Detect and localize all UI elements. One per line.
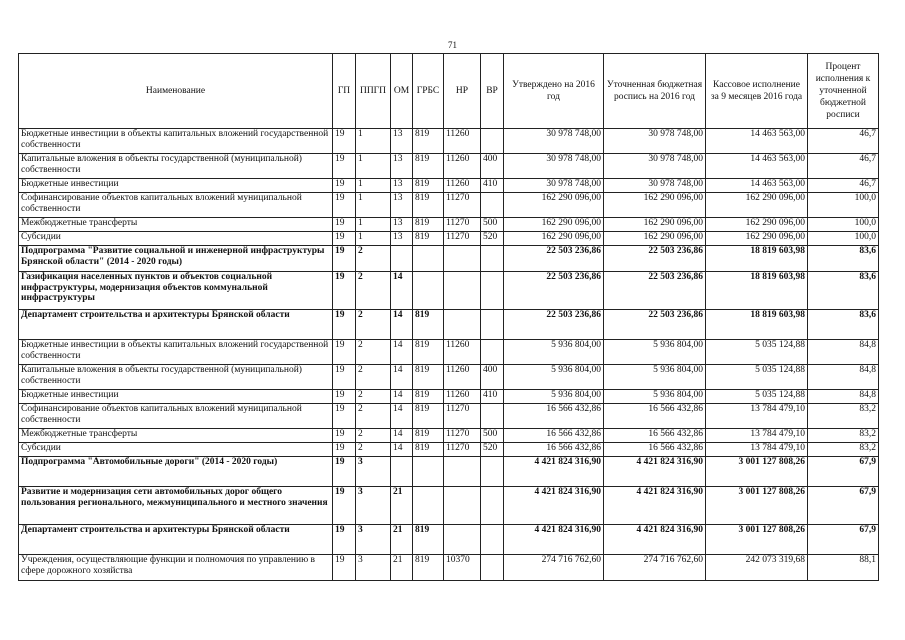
cell-name: Субсидии <box>19 232 333 246</box>
cell-om: 14 <box>391 404 413 429</box>
cell-ppgp: 1 <box>356 154 391 179</box>
cell-approved: 274 716 762,60 <box>504 555 604 581</box>
cell-name: Департамент строительства и архитектуры Брянской области <box>19 310 333 340</box>
cell-om: 13 <box>391 179 413 193</box>
header-np: НР <box>444 54 481 129</box>
cell-name: Бюджетные инвестиции <box>19 179 333 193</box>
cell-percent: 67,9 <box>808 487 879 525</box>
cell-name: Софинансирование объектов капитальных вложений муниципальной собственности <box>19 404 333 429</box>
header-cash: Кассовое исполнение за 9 месяцев 2016 года <box>706 54 808 129</box>
cell-percent: 46,7 <box>808 179 879 193</box>
cell-revised: 5 936 804,00 <box>604 340 706 365</box>
cell-np: 11270 <box>444 404 481 429</box>
table-row <box>19 129 879 154</box>
table-row <box>19 487 879 525</box>
cell-cash: 18 819 603,98 <box>706 272 808 310</box>
cell-grbs: 819 <box>413 232 444 246</box>
cell-om: 13 <box>391 129 413 154</box>
cell-om <box>391 246 413 272</box>
cell-ppgp: 1 <box>356 129 391 154</box>
header-om: ОМ <box>391 54 413 129</box>
cell-gp: 19 <box>333 218 356 232</box>
cell-grbs: 819 <box>413 525 444 555</box>
cell-approved: 4 421 824 316,90 <box>504 487 604 525</box>
cell-cash: 5 035 124,88 <box>706 340 808 365</box>
cell-percent: 88,1 <box>808 555 879 581</box>
cell-revised: 4 421 824 316,90 <box>604 487 706 525</box>
cell-ppgp: 2 <box>356 272 391 310</box>
cell-vr: 410 <box>481 390 504 404</box>
cell-approved: 16 566 432,86 <box>504 443 604 457</box>
table-row <box>19 390 879 404</box>
cell-np <box>444 487 481 525</box>
cell-percent: 83,2 <box>808 443 879 457</box>
cell-ppgp: 3 <box>356 487 391 525</box>
cell-name: Софинансирование объектов капитальных вложений муниципальной собственности <box>19 193 333 218</box>
cell-revised: 22 503 236,86 <box>604 310 706 340</box>
cell-om: 14 <box>391 365 413 390</box>
cell-vr <box>481 457 504 487</box>
cell-cash: 5 035 124,88 <box>706 365 808 390</box>
page-number: 71 <box>448 40 457 50</box>
cell-np: 11260 <box>444 129 481 154</box>
cell-grbs <box>413 272 444 310</box>
cell-ppgp: 1 <box>356 232 391 246</box>
cell-cash: 5 035 124,88 <box>706 390 808 404</box>
cell-np: 10370 <box>444 555 481 581</box>
table-row <box>19 340 879 365</box>
cell-gp: 19 <box>333 443 356 457</box>
cell-cash: 13 784 479,10 <box>706 443 808 457</box>
table-row <box>19 429 879 443</box>
cell-revised: 274 716 762,60 <box>604 555 706 581</box>
table-row <box>19 365 879 390</box>
cell-om: 13 <box>391 218 413 232</box>
cell-grbs: 819 <box>413 365 444 390</box>
cell-grbs: 819 <box>413 218 444 232</box>
cell-name: Бюджетные инвестиции <box>19 390 333 404</box>
cell-percent: 84,8 <box>808 365 879 390</box>
cell-vr: 400 <box>481 154 504 179</box>
cell-np: 11260 <box>444 179 481 193</box>
cell-cash: 3 001 127 808,26 <box>706 487 808 525</box>
cell-np: 11270 <box>444 443 481 457</box>
cell-np: 11260 <box>444 390 481 404</box>
cell-ppgp: 2 <box>356 429 391 443</box>
cell-om: 14 <box>391 429 413 443</box>
cell-om: 21 <box>391 555 413 581</box>
cell-approved: 22 503 236,86 <box>504 310 604 340</box>
cell-gp: 19 <box>333 340 356 365</box>
cell-revised: 30 978 748,00 <box>604 129 706 154</box>
cell-percent: 83,6 <box>808 310 879 340</box>
cell-vr <box>481 193 504 218</box>
cell-grbs: 819 <box>413 310 444 340</box>
cell-cash: 13 784 479,10 <box>706 404 808 429</box>
cell-gp: 19 <box>333 246 356 272</box>
cell-approved: 16 566 432,86 <box>504 404 604 429</box>
cell-vr <box>481 272 504 310</box>
table-row <box>19 310 879 340</box>
cell-grbs: 819 <box>413 555 444 581</box>
cell-np: 11260 <box>444 154 481 179</box>
cell-approved: 5 936 804,00 <box>504 390 604 404</box>
budget-table <box>18 53 879 581</box>
cell-cash: 14 463 563,00 <box>706 179 808 193</box>
cell-percent: 46,7 <box>808 154 879 179</box>
cell-approved: 30 978 748,00 <box>504 179 604 193</box>
cell-grbs <box>413 246 444 272</box>
table-row <box>19 232 879 246</box>
header-ppgp: ППГП <box>356 54 391 129</box>
cell-revised: 16 566 432,86 <box>604 443 706 457</box>
cell-gp: 19 <box>333 555 356 581</box>
cell-name: Подпрограмма "Автомобильные дороги" (2014 - 2020 годы) <box>19 457 333 487</box>
cell-vr <box>481 129 504 154</box>
cell-revised: 162 290 096,00 <box>604 193 706 218</box>
cell-om: 13 <box>391 193 413 218</box>
cell-gp: 19 <box>333 404 356 429</box>
cell-revised: 30 978 748,00 <box>604 154 706 179</box>
cell-name: Развитие и модернизация сети автомобильных дорог общего пользования регионального, межмуниципального и местного значения <box>19 487 333 525</box>
cell-approved: 30 978 748,00 <box>504 154 604 179</box>
cell-name: Бюджетные инвестиции в объекты капитальных вложений государственной собственности <box>19 340 333 365</box>
cell-om: 21 <box>391 487 413 525</box>
cell-gp: 19 <box>333 272 356 310</box>
cell-approved: 5 936 804,00 <box>504 340 604 365</box>
cell-approved: 4 421 824 316,90 <box>504 457 604 487</box>
cell-om: 14 <box>391 310 413 340</box>
cell-revised: 22 503 236,86 <box>604 246 706 272</box>
cell-ppgp: 3 <box>356 525 391 555</box>
cell-cash: 18 819 603,98 <box>706 310 808 340</box>
cell-om <box>391 457 413 487</box>
cell-revised: 30 978 748,00 <box>604 179 706 193</box>
cell-name: Капитальные вложения в объекты государственной (муниципальной) собственности <box>19 154 333 179</box>
table-row <box>19 525 879 555</box>
cell-ppgp: 3 <box>356 457 391 487</box>
cell-cash: 14 463 563,00 <box>706 154 808 179</box>
header-gp: ГП <box>333 54 356 129</box>
cell-percent: 67,9 <box>808 525 879 555</box>
table-header-row <box>19 54 879 129</box>
cell-ppgp: 2 <box>356 404 391 429</box>
cell-om: 21 <box>391 525 413 555</box>
cell-percent: 83,2 <box>808 429 879 443</box>
cell-np <box>444 310 481 340</box>
header-name: Наименование <box>19 54 333 129</box>
cell-grbs <box>413 457 444 487</box>
cell-name: Субсидии <box>19 443 333 457</box>
cell-vr <box>481 525 504 555</box>
cell-percent: 84,8 <box>808 340 879 365</box>
cell-grbs: 819 <box>413 429 444 443</box>
cell-vr: 500 <box>481 218 504 232</box>
cell-vr <box>481 555 504 581</box>
cell-name: Подпрограмма "Развитие социальной и инженерной инфраструктуры Брянской области" (2014 - 2020 годы) <box>19 246 333 272</box>
table-row <box>19 555 879 581</box>
cell-cash: 242 073 319,68 <box>706 555 808 581</box>
cell-ppgp: 2 <box>356 390 391 404</box>
table-row <box>19 218 879 232</box>
cell-gp: 19 <box>333 390 356 404</box>
cell-approved: 162 290 096,00 <box>504 232 604 246</box>
cell-name: Межбюджетные трансферты <box>19 429 333 443</box>
cell-np <box>444 272 481 310</box>
table-row <box>19 443 879 457</box>
cell-revised: 16 566 432,86 <box>604 404 706 429</box>
cell-grbs: 819 <box>413 390 444 404</box>
cell-ppgp: 1 <box>356 193 391 218</box>
cell-percent: 100,0 <box>808 232 879 246</box>
cell-cash: 14 463 563,00 <box>706 129 808 154</box>
cell-grbs: 819 <box>413 340 444 365</box>
cell-revised: 162 290 096,00 <box>604 232 706 246</box>
cell-np <box>444 246 481 272</box>
cell-vr <box>481 310 504 340</box>
cell-revised: 5 936 804,00 <box>604 365 706 390</box>
cell-approved: 162 290 096,00 <box>504 218 604 232</box>
cell-gp: 19 <box>333 457 356 487</box>
cell-ppgp: 1 <box>356 218 391 232</box>
cell-name: Газификация населенных пунктов и объектов социальной инфраструктуры, модернизация объектов коммунальной инфраструктуры <box>19 272 333 310</box>
cell-vr: 520 <box>481 232 504 246</box>
cell-percent: 46,7 <box>808 129 879 154</box>
header-percent: Процент исполнения к уточненной бюджетной росписи <box>808 54 879 129</box>
cell-np <box>444 457 481 487</box>
cell-vr: 400 <box>481 365 504 390</box>
cell-grbs: 819 <box>413 179 444 193</box>
cell-gp: 19 <box>333 310 356 340</box>
cell-vr <box>481 487 504 525</box>
cell-om: 14 <box>391 272 413 310</box>
cell-percent: 83,6 <box>808 272 879 310</box>
cell-ppgp: 2 <box>356 246 391 272</box>
cell-om: 14 <box>391 340 413 365</box>
cell-vr <box>481 340 504 365</box>
cell-name: Межбюджетные трансферты <box>19 218 333 232</box>
cell-approved: 30 978 748,00 <box>504 129 604 154</box>
cell-approved: 4 421 824 316,90 <box>504 525 604 555</box>
table-row <box>19 404 879 429</box>
cell-gp: 19 <box>333 129 356 154</box>
cell-np <box>444 525 481 555</box>
cell-gp: 19 <box>333 179 356 193</box>
cell-gp: 19 <box>333 154 356 179</box>
cell-gp: 19 <box>333 429 356 443</box>
cell-om: 14 <box>391 443 413 457</box>
cell-approved: 16 566 432,86 <box>504 429 604 443</box>
cell-cash: 162 290 096,00 <box>706 232 808 246</box>
cell-np: 11270 <box>444 429 481 443</box>
cell-revised: 4 421 824 316,90 <box>604 525 706 555</box>
cell-percent: 83,6 <box>808 246 879 272</box>
cell-revised: 22 503 236,86 <box>604 272 706 310</box>
cell-ppgp: 3 <box>356 555 391 581</box>
cell-revised: 4 421 824 316,90 <box>604 457 706 487</box>
cell-gp: 19 <box>333 487 356 525</box>
cell-om: 13 <box>391 154 413 179</box>
cell-cash: 18 819 603,98 <box>706 246 808 272</box>
cell-vr: 410 <box>481 179 504 193</box>
cell-ppgp: 2 <box>356 365 391 390</box>
table-row <box>19 246 879 272</box>
header-vr: ВР <box>481 54 504 129</box>
cell-grbs: 819 <box>413 443 444 457</box>
cell-percent: 100,0 <box>808 218 879 232</box>
cell-gp: 19 <box>333 232 356 246</box>
cell-np: 11270 <box>444 193 481 218</box>
cell-vr: 500 <box>481 429 504 443</box>
cell-cash: 3 001 127 808,26 <box>706 457 808 487</box>
cell-np: 11260 <box>444 340 481 365</box>
cell-ppgp: 2 <box>356 340 391 365</box>
cell-percent: 84,8 <box>808 390 879 404</box>
cell-gp: 19 <box>333 365 356 390</box>
cell-approved: 162 290 096,00 <box>504 193 604 218</box>
cell-revised: 16 566 432,86 <box>604 429 706 443</box>
cell-name: Департамент строительства и архитектуры Брянской области <box>19 525 333 555</box>
cell-om: 14 <box>391 390 413 404</box>
cell-revised: 162 290 096,00 <box>604 218 706 232</box>
cell-cash: 13 784 479,10 <box>706 429 808 443</box>
cell-approved: 5 936 804,00 <box>504 365 604 390</box>
cell-cash: 162 290 096,00 <box>706 193 808 218</box>
cell-vr: 520 <box>481 443 504 457</box>
cell-name: Учреждения, осуществляющие функции и полномочия по управлению в сфере дорожного хозяйства <box>19 555 333 581</box>
cell-cash: 3 001 127 808,26 <box>706 525 808 555</box>
cell-name: Капитальные вложения в объекты государственной (муниципальной) собственности <box>19 365 333 390</box>
cell-grbs: 819 <box>413 404 444 429</box>
cell-vr <box>481 246 504 272</box>
cell-grbs: 819 <box>413 129 444 154</box>
cell-revised: 5 936 804,00 <box>604 390 706 404</box>
cell-percent: 83,2 <box>808 404 879 429</box>
cell-approved: 22 503 236,86 <box>504 272 604 310</box>
cell-approved: 22 503 236,86 <box>504 246 604 272</box>
cell-percent: 100,0 <box>808 193 879 218</box>
table-row <box>19 272 879 310</box>
cell-ppgp: 1 <box>356 179 391 193</box>
cell-grbs: 819 <box>413 193 444 218</box>
table-row <box>19 457 879 487</box>
cell-grbs <box>413 487 444 525</box>
cell-gp: 19 <box>333 193 356 218</box>
table-row <box>19 193 879 218</box>
cell-np: 11270 <box>444 232 481 246</box>
table-row <box>19 179 879 193</box>
cell-ppgp: 2 <box>356 443 391 457</box>
cell-cash: 162 290 096,00 <box>706 218 808 232</box>
cell-np: 11270 <box>444 218 481 232</box>
cell-om: 13 <box>391 232 413 246</box>
table-row <box>19 154 879 179</box>
header-approved: Утверждено на 2016 год <box>504 54 604 129</box>
header-grbs: ГРБС <box>413 54 444 129</box>
cell-grbs: 819 <box>413 154 444 179</box>
cell-vr <box>481 404 504 429</box>
cell-np: 11260 <box>444 365 481 390</box>
header-revised: Уточненная бюджетная роспись на 2016 год <box>604 54 706 129</box>
cell-ppgp: 2 <box>356 310 391 340</box>
cell-name: Бюджетные инвестиции в объекты капитальных вложений государственной собственности <box>19 129 333 154</box>
cell-percent: 67,9 <box>808 457 879 487</box>
cell-gp: 19 <box>333 525 356 555</box>
